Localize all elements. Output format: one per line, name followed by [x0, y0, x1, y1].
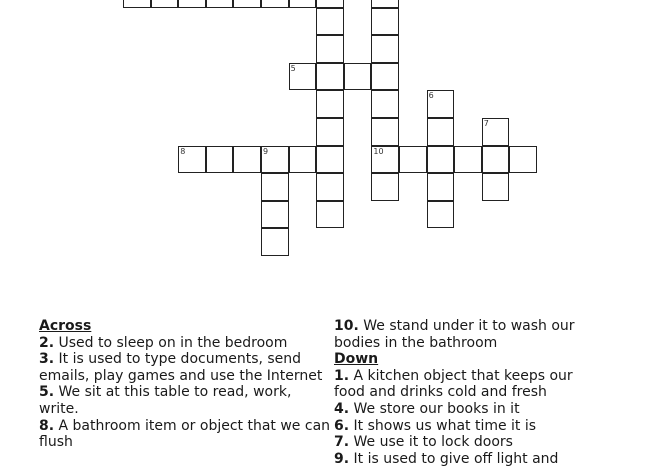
crossword-cell[interactable] [316, 201, 344, 229]
crossword-cell[interactable] [427, 118, 455, 146]
clue-number: 6. [334, 417, 350, 434]
crossword-cell[interactable] [371, 90, 399, 118]
crossword-cell[interactable] [371, 63, 399, 91]
crossword-cell[interactable] [427, 201, 455, 229]
down-clue-6 [334, 418, 594, 435]
clue-text: It shows us what time it is [349, 417, 537, 434]
crossword-cell[interactable] [151, 0, 179, 8]
crossword-cell[interactable] [206, 0, 234, 8]
down-heading: Down [334, 351, 379, 368]
clue-text: We use it to lock doors [349, 434, 513, 451]
down-clue-4 [334, 401, 594, 418]
across-heading: Across [39, 318, 92, 334]
clue-text: We store our books in it [349, 400, 520, 417]
cell-number: 10 [373, 146, 384, 156]
crossword-cell[interactable] [261, 228, 289, 256]
crossword-cell[interactable] [316, 146, 344, 174]
crossword-cell-7[interactable] [482, 118, 510, 146]
crossword-cell[interactable] [233, 146, 261, 174]
crossword-cell[interactable] [261, 201, 289, 229]
cell-number: 6 [428, 91, 434, 101]
crossword-cell[interactable] [289, 146, 317, 174]
across-clue-2 [39, 335, 331, 352]
clue-text: It is used to give off light and [349, 450, 559, 467]
clue-number: 1. [334, 367, 350, 384]
clues-column-right [334, 318, 594, 467]
clue-text: A kitchen object that keeps our food and drinks cold and fresh [334, 367, 573, 401]
across-clue-8 [39, 418, 331, 451]
crossword-cell[interactable] [371, 8, 399, 36]
cell-number: 5 [290, 63, 296, 73]
across-clue-10 [334, 318, 594, 351]
crossword-cell[interactable] [454, 146, 482, 174]
crossword-cell[interactable] [316, 118, 344, 146]
crossword-cell[interactable] [482, 146, 510, 174]
crossword-cell[interactable] [316, 8, 344, 36]
crossword-cell[interactable] [399, 146, 427, 174]
clue-text: We sit at this table to read, work, write. [39, 384, 292, 417]
crossword-cell[interactable] [261, 0, 289, 8]
clue-text: It is used to type documents, send emails, play games and use the Internet [39, 351, 323, 384]
crossword-cell[interactable] [316, 173, 344, 201]
crossword-cell[interactable] [344, 63, 372, 91]
crossword-cell[interactable] [316, 35, 344, 63]
clue-number: 5. [39, 384, 55, 401]
across-clue-3 [39, 351, 331, 384]
crossword-cell[interactable] [371, 35, 399, 63]
crossword-cell[interactable] [371, 118, 399, 146]
crossword-cell-8[interactable] [178, 146, 206, 174]
clue-number: 7. [334, 434, 350, 451]
crossword-cell[interactable] [509, 146, 537, 174]
cell-number: 8 [180, 146, 186, 156]
crossword-cell[interactable] [427, 173, 455, 201]
crossword-cell[interactable] [123, 0, 151, 8]
crossword-cell-10[interactable] [371, 146, 399, 174]
crossword-cell[interactable] [371, 0, 399, 8]
clues-column-left [39, 318, 331, 451]
clue-number: 10. [334, 318, 359, 334]
clue-number: 2. [39, 334, 55, 351]
crossword-cell[interactable] [178, 0, 206, 8]
cell-number: 9 [263, 146, 269, 156]
crossword-cell[interactable] [427, 146, 455, 174]
down-clue-7 [334, 434, 594, 451]
clue-text: Used to sleep on in the bedroom [54, 334, 288, 351]
across-clue-5 [39, 384, 331, 417]
crossword-cell[interactable] [316, 63, 344, 91]
crossword-cell[interactable] [316, 0, 344, 8]
cell-number: 7 [483, 119, 489, 128]
crossword-cell[interactable] [289, 0, 317, 8]
clue-number: 3. [39, 351, 55, 368]
crossword-cell[interactable] [482, 173, 510, 201]
clue-text: A bathroom item or object that we can flush [39, 417, 331, 451]
crossword-cell[interactable] [371, 173, 399, 201]
crossword-cell-6[interactable] [427, 90, 455, 118]
clue-number: 8. [39, 417, 55, 434]
crossword-cell[interactable] [233, 0, 261, 8]
crossword-cell-9[interactable] [261, 146, 289, 174]
crossword-cell[interactable] [206, 146, 234, 174]
crossword-cell-5[interactable] [289, 63, 317, 91]
down-clue-1 [334, 368, 594, 401]
clue-text: We stand under it to wash our bodies in the bathroom [334, 318, 575, 351]
down-clue-9 [334, 451, 594, 468]
crossword-cell[interactable] [316, 90, 344, 118]
clue-number: 9. [334, 450, 350, 467]
clue-number: 4. [334, 400, 350, 417]
crossword-cell[interactable] [261, 173, 289, 201]
